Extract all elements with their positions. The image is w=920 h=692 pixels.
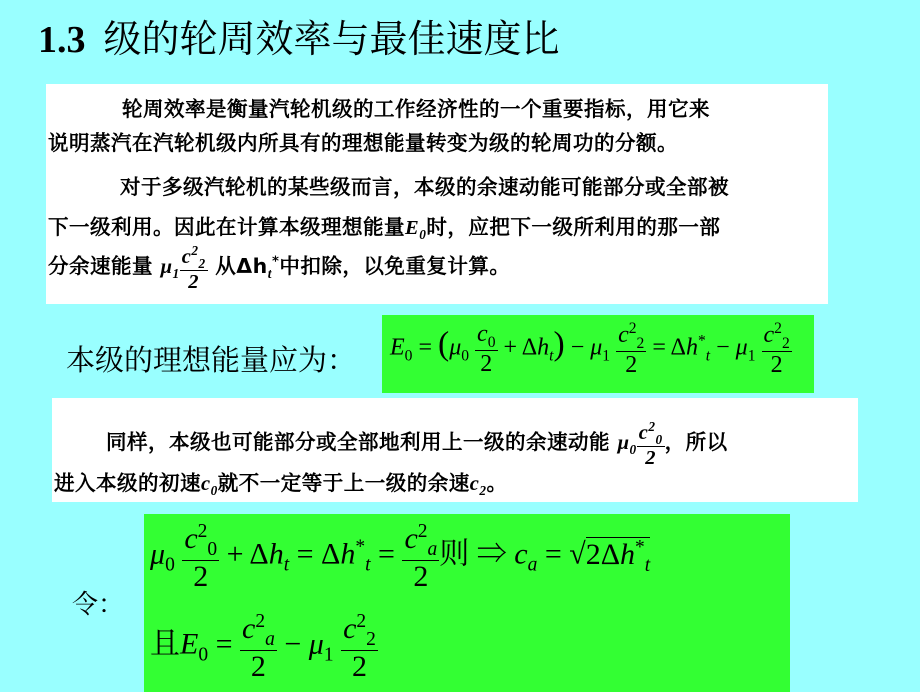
section-number: 1.3 <box>38 19 86 61</box>
ideal-energy-label: 本级的理想能量应为： <box>66 343 357 377</box>
para1-line2: 说明蒸汽在汽轮机级内所具有的理想能量转变为级的轮周功的分额。 <box>48 131 678 155</box>
text-excerpt-1 <box>46 84 828 304</box>
let-label: 令： <box>72 590 125 620</box>
para1-line4: 下一级利用。因此在计算本级理想能量$E_0$时，应把下一级所利用的那一部 <box>48 215 721 243</box>
equation-e0: $E_0 = (\mu_0$ $\frac{c_0}{2}$ + $\Delta h_t) - \mu_1$ $\frac{c^2_2}{2}$ = $\Delta h^*_t - \mu_1$ $\frac{c^2_2}{2}$ <box>390 320 790 379</box>
para1-line5: 分余速能量 $\mu_1$ $\frac{c^2_2}{2}$ 从$\Delta h_t^*$中扣除，以免重复计算。 <box>48 243 511 294</box>
formula-mu1-c2: $\mu_1$ $\frac{c^2_2}{2}$ <box>160 243 206 294</box>
title-text: 级的轮周效率与最佳速度比 <box>103 17 560 61</box>
optimal-velocity-equations <box>144 514 790 692</box>
formula-mu0-c0: $\mu_0$ $\frac{c^2_0}{2}$ <box>617 419 663 470</box>
equation-ca: $\mu_0$ $\frac{c^2_0}{2}$ + $\Delta h_t = \Delta h^*_t$ = $\frac{c^2_a}{2}$ 则 ⇒ $c_a = √2\Delta h^*_t$ <box>150 521 651 593</box>
para2-line2: 进入本级的初速$c_0$就不一定等于上一级的余速$c_2$。 <box>54 471 508 499</box>
slide-title <box>38 14 560 65</box>
text-excerpt-2 <box>52 398 858 502</box>
para1-line1: 轮周效率是衡量汽轮机级的工作经济性的一个重要指标，用它来 <box>122 97 710 121</box>
equation-e0-ca: 且$E_0$ = $\frac{c^2_a}{2}$ − $\mu_1$ $\frac{c^2_2}{2}$ <box>150 611 376 683</box>
ideal-energy-equation <box>382 315 814 393</box>
para1-line3: 对于多级汽轮机的某些级而言，本级的余速动能可能部分或全部被 <box>120 175 729 199</box>
para2-line1: 同样，本级也可能部分或全部地利用上一级的余速动能 $\mu_0$ $\frac{c^2_0}{2}$ ，所以 <box>106 419 728 470</box>
